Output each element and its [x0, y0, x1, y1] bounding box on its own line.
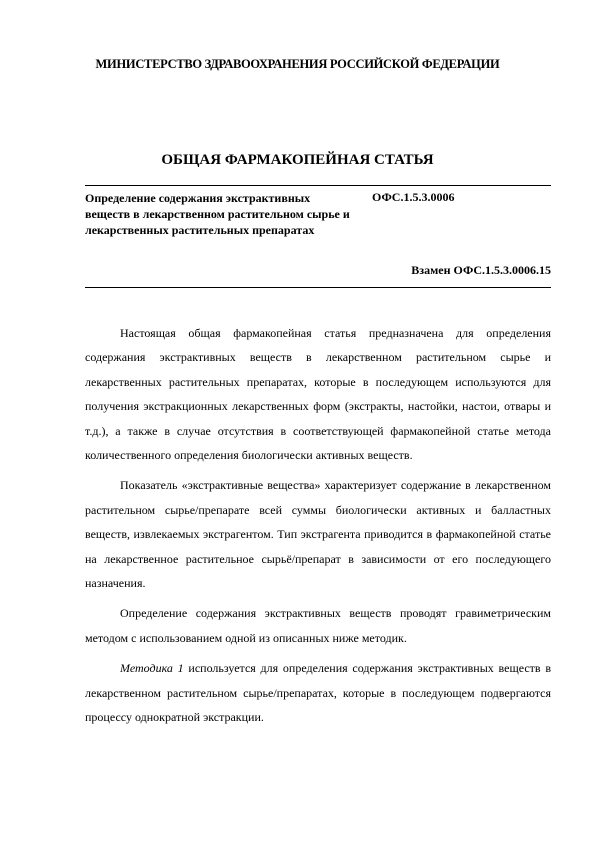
ministry-header: МИНИСТЕРСТВО ЗДРАВООХРАНЕНИЯ РОССИЙСКОЙ ФЕДЕРАЦИИ — [95, 57, 500, 71]
article-code: ОФС.1.5.3.0006 — [372, 190, 455, 204]
replaces-code: Взамен ОФС.1.5.3.0006.15 — [411, 263, 551, 277]
paragraph-method-1 — [85, 656, 551, 729]
article-body — [85, 321, 551, 730]
paragraph-indicator: Показатель «экстрактивные вещества» характеризует содержание в лекарственном растительном сырье/препарате всей суммы биологически активных и балластных веществ, извлекаемых экстрагентом. Тип экстрагента приводится в фармакопейной статье на лекарственное растительное сырьё/препарат в зависимости от его последующего назначения. — [85, 478, 551, 591]
top-divider — [85, 185, 551, 186]
document-type-title: ОБЩАЯ ФАРМАКОПЕЙНАЯ СТАТЬЯ — [161, 152, 434, 168]
method-1-label: Методика 1 — [120, 661, 184, 676]
paragraph-method: Определение содержания экстрактивных веществ проводят гравиметрическим методом с использованием одной из описанных ниже методик. — [85, 606, 551, 645]
paragraph-purpose: Настоящая общая фармакопейная статья предназначена для определения содержания экстрактивных веществ в лекарственном растительном сырье и лекарственных растительных препаратах, которые в последующем используются для получения экстракционных лекарственных форм (экстракты, настойки, настои, отвары и т.д.), а также в случае отсутствия в соответствующей фармакопейной статье метода количественного определения биологически активных веществ. — [85, 326, 551, 463]
article-subject: Определение содержания экстрактивных веществ в лекарственном растительном сырье и лекарственных растительных препаратах — [85, 191, 350, 237]
bottom-divider — [85, 287, 551, 288]
method-1-text: используется для определения содержания экстрактивных веществ в лекарственном растительном сырье/препаратах, которые в последующем подвергаются процессу однократной экстракции. — [85, 661, 551, 725]
